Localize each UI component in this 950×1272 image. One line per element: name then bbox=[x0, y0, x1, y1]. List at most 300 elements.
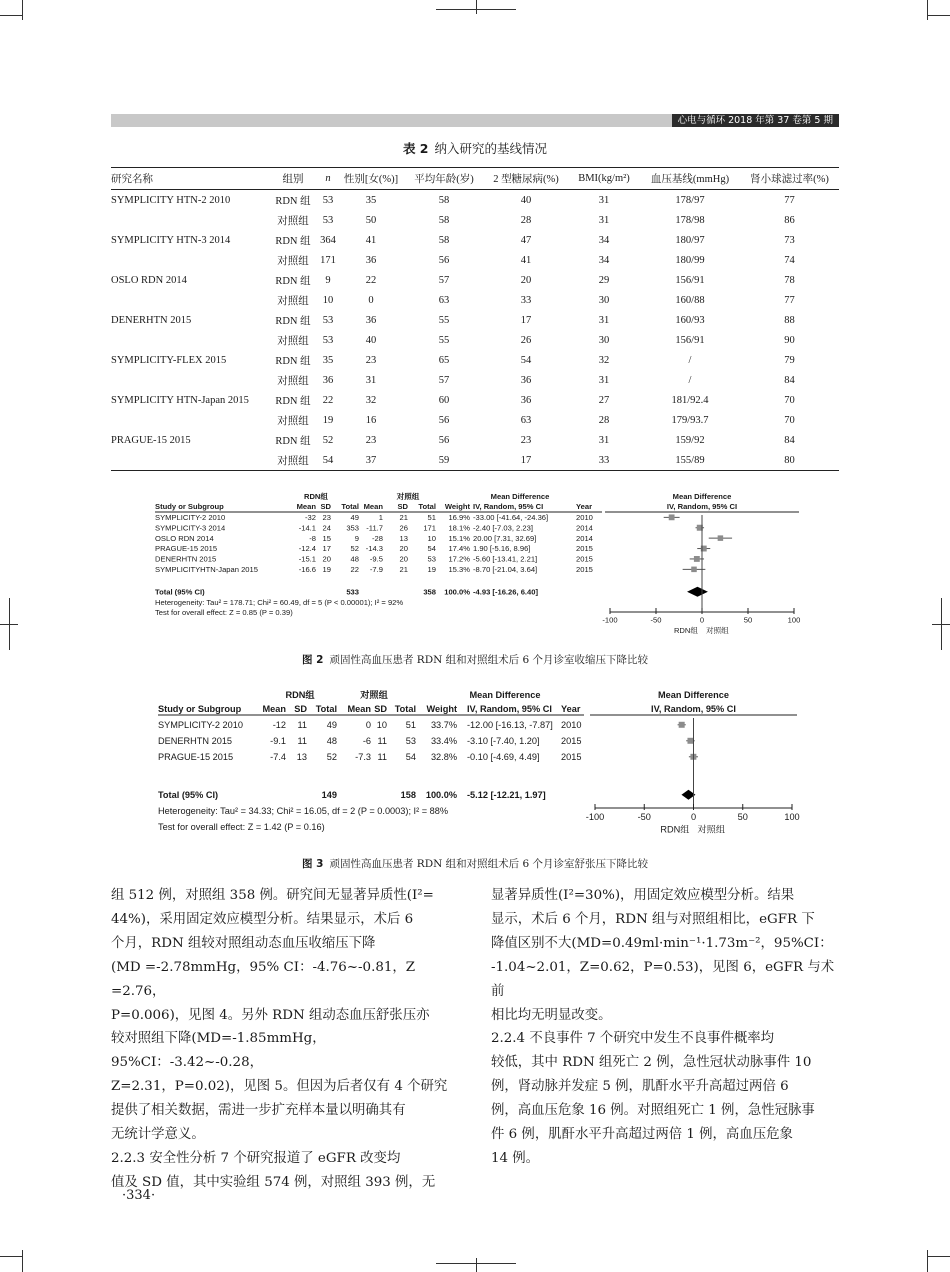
treatment-sd: 11 bbox=[297, 720, 307, 730]
control-total: 54 bbox=[405, 752, 416, 762]
control-total: 51 bbox=[427, 513, 436, 522]
table-cell bbox=[111, 250, 268, 270]
body-text-line: 无统计学意义。 bbox=[111, 1127, 205, 1143]
table-cell: RDN 组 bbox=[275, 315, 311, 327]
favours-right-label: 对照组 bbox=[706, 626, 729, 636]
heterogeneity-text: Heterogeneity: Tau² = 178.71; Chi² = 60.49, df = 5 (P < 0.00001); I² = 92% bbox=[155, 597, 404, 607]
table-column-header: BMI(kg/m²) bbox=[568, 168, 640, 190]
mean-header: Mean bbox=[347, 704, 371, 714]
control-mean: 0 bbox=[365, 720, 371, 730]
study-name: OSLO RDN 2014 bbox=[155, 533, 214, 543]
study-year: 2015 bbox=[576, 565, 593, 574]
table-cell: 58 bbox=[438, 234, 450, 246]
control-sd: 13 bbox=[399, 533, 408, 543]
crop-mark bbox=[927, 15, 950, 16]
body-text-line: 提供了相关数据，需进一步扩充样本量以明确其有 bbox=[111, 1103, 406, 1119]
treatment-total: 52 bbox=[350, 544, 359, 554]
study-weight: 32.8% bbox=[430, 752, 457, 762]
table-cell: 53 bbox=[322, 334, 334, 346]
table-row bbox=[111, 430, 839, 450]
total-treatment-n: 533 bbox=[346, 587, 359, 597]
control-total: 54 bbox=[427, 544, 436, 554]
table-row bbox=[111, 230, 839, 250]
sd-header: SD bbox=[374, 704, 387, 714]
x-axis-tick-label: -50 bbox=[637, 812, 651, 823]
table-cell: SYMPLICITY HTN-3 2014 bbox=[111, 234, 231, 246]
crop-mark bbox=[927, 1250, 928, 1272]
body-text-line: 2.2.3 安全性分析 7 个研究报道了 eGFR 改变均 bbox=[111, 1150, 401, 1166]
control-mean: -7.3 bbox=[355, 752, 371, 762]
table-cell: 63 bbox=[520, 414, 532, 426]
table-cell: 58 bbox=[438, 194, 450, 206]
treatment-sd: 15 bbox=[322, 533, 331, 543]
control-sd: 11 bbox=[377, 752, 387, 762]
table-cell: 20 bbox=[520, 274, 532, 286]
journal-issue-label: 心电与循环 2018 年第 37 卷第 5 期 bbox=[672, 114, 839, 127]
body-text-line: 件 6 例，肌酐水平升高超过两倍 1 例，高血压危象 bbox=[491, 1127, 793, 1143]
table-cell: RDN 组 bbox=[275, 355, 311, 367]
overall-effect-text: Test for overall effect: Z = 0.85 (P = 0.39) bbox=[155, 608, 293, 618]
table-cell: 65 bbox=[438, 354, 450, 366]
treatment-mean: -8 bbox=[309, 533, 316, 543]
baseline-table bbox=[111, 167, 839, 471]
control-sd: 21 bbox=[399, 565, 408, 574]
treatment-mean: -16.6 bbox=[298, 565, 316, 574]
body-text-line: (MD =-2.78mmHg，95% CI：-4.76~-0.81，Z =2.76， bbox=[111, 959, 416, 999]
x-axis-tick-label: -100 bbox=[585, 812, 605, 823]
weight-header: Weight bbox=[426, 704, 457, 714]
table-cell: OSLO RDN 2014 bbox=[111, 274, 187, 286]
table-cell: 55 bbox=[438, 334, 450, 346]
table-cell: RDN 组 bbox=[275, 435, 311, 447]
table-column-header: 性别[女(%)] bbox=[338, 168, 404, 190]
table-cell: 57 bbox=[438, 374, 450, 386]
study-ci-text: -2.40 [-7.03, 2.23] bbox=[473, 523, 533, 533]
study-weight: 16.9% bbox=[448, 513, 470, 522]
table-cell bbox=[111, 290, 268, 310]
control-mean: -14.3 bbox=[365, 544, 383, 554]
table-cell: 180/97 bbox=[675, 234, 705, 246]
table-cell: 56 bbox=[438, 414, 450, 426]
study-weight: 17.4% bbox=[448, 544, 470, 554]
sd-header: SD bbox=[320, 502, 331, 511]
table-cell: 159/92 bbox=[675, 434, 705, 446]
body-text-line: 44%)，采用固定效应模型分析。结果显示，术后 6 bbox=[111, 911, 414, 927]
study-ci-text: 1.90 [-5.16, 8.96] bbox=[473, 544, 531, 554]
table-cell: 155/89 bbox=[640, 450, 740, 471]
control-total: 19 bbox=[427, 565, 436, 574]
body-text-line: 显著异质性(I²=30%)，用固定效应模型分析。结果 bbox=[491, 888, 795, 903]
table-cell: 30 bbox=[598, 334, 610, 346]
figure-2-caption-text: 顽固性高血压患者 RDN 组和对照组术后 6 个月诊室收缩压下降比较 bbox=[329, 654, 648, 666]
control-sd: 10 bbox=[376, 720, 387, 730]
treatment-sd: 19 bbox=[322, 565, 331, 574]
treatment-total: 48 bbox=[326, 736, 337, 746]
total-header: Total bbox=[315, 704, 337, 714]
study-name: DENERHTN 2015 bbox=[158, 736, 233, 746]
table-row bbox=[111, 410, 839, 430]
crop-mark bbox=[0, 15, 22, 16]
table-cell: 156/91 bbox=[675, 334, 705, 346]
body-column-right bbox=[491, 884, 841, 1171]
table-cell: 0 bbox=[368, 294, 374, 306]
study-weight: 15.3% bbox=[448, 565, 470, 574]
table-cell: 31 bbox=[598, 434, 610, 446]
total-label: Total (95% CI) bbox=[158, 790, 219, 800]
table-cell: 178/97 bbox=[675, 194, 705, 206]
body-text-line: 相比均无明显改变。 bbox=[491, 1007, 612, 1023]
table-cell: 53 bbox=[322, 314, 334, 326]
table-column-header: 平均年龄(岁) bbox=[404, 168, 484, 190]
table-cell bbox=[111, 370, 268, 390]
total-weight: 100.0% bbox=[425, 790, 457, 800]
body-text-line: 降值区别不大(MD=0.49ml·min⁻¹·1.73m⁻²，95%CI： bbox=[491, 935, 833, 951]
table-cell: SYMPLICITY HTN-2 2010 bbox=[111, 194, 231, 206]
crop-mark bbox=[22, 0, 23, 20]
total-header: Total bbox=[341, 502, 359, 511]
table-cell: 80 bbox=[740, 450, 839, 471]
table-row bbox=[111, 390, 839, 410]
total-ci-text: -4.93 [-16.26, 6.40] bbox=[473, 587, 539, 597]
study-ci-text: 20.00 [7.31, 32.69] bbox=[473, 533, 537, 543]
table-cell: SYMPLICITY-FLEX 2015 bbox=[111, 354, 227, 366]
table-cell: 36 bbox=[322, 374, 334, 386]
mean-header: Mean bbox=[296, 502, 316, 511]
mean-header: Mean bbox=[363, 502, 383, 511]
table-cell: 36 bbox=[520, 374, 532, 386]
study-year: 2010 bbox=[576, 513, 593, 522]
table-cell: 36 bbox=[520, 394, 532, 406]
table-cell: 35 bbox=[322, 354, 334, 366]
control-mean: -28 bbox=[372, 533, 383, 543]
study-ci-text: -3.10 [-7.40, 1.20] bbox=[467, 736, 540, 746]
treatment-total: 353 bbox=[346, 523, 359, 533]
table-cell: RDN 组 bbox=[275, 235, 311, 247]
point-estimate-square bbox=[718, 535, 724, 541]
figure-2-caption bbox=[0, 652, 950, 667]
overall-effect-text: Test for overall effect: Z = 1.42 (P = 0.16) bbox=[158, 822, 325, 832]
table-cell: 156/91 bbox=[675, 274, 705, 286]
figure-3-label: 图 3 bbox=[301, 858, 324, 870]
sd-header: SD bbox=[397, 502, 408, 511]
control-mean: 1 bbox=[378, 513, 383, 522]
table-cell: 23 bbox=[365, 434, 377, 446]
table-row bbox=[111, 210, 839, 230]
table-title bbox=[0, 139, 950, 157]
total-header: Total bbox=[418, 502, 436, 511]
table-cell: 对照组 bbox=[277, 295, 309, 307]
table-cell: 160/93 bbox=[675, 314, 705, 326]
table-cell bbox=[111, 450, 268, 471]
control-total: 53 bbox=[427, 554, 436, 564]
table-cell: 10 bbox=[322, 294, 334, 306]
group-header-treatment: RDN组 bbox=[285, 690, 315, 700]
ci-header: IV, Random, 95% CI bbox=[473, 502, 544, 511]
x-axis-tick-label: 100 bbox=[787, 615, 801, 625]
study-year: 2015 bbox=[561, 736, 582, 746]
table-cell: 31 bbox=[598, 194, 610, 206]
table-row bbox=[111, 450, 839, 471]
crop-mark bbox=[476, 1258, 477, 1272]
study-year: 2015 bbox=[576, 554, 593, 564]
table-cell: 53 bbox=[322, 214, 334, 226]
total-label: Total (95% CI) bbox=[155, 587, 205, 597]
table-cell: 70 bbox=[784, 394, 795, 406]
table-cell: 50 bbox=[365, 214, 377, 226]
table-cell: 53 bbox=[322, 194, 334, 206]
study-ci-text: -0.10 [-4.69, 4.49] bbox=[467, 752, 540, 762]
treatment-total: 48 bbox=[350, 554, 359, 564]
table-cell: 77 bbox=[784, 294, 795, 306]
crop-mark bbox=[941, 598, 942, 650]
study-weight: 15.1% bbox=[448, 533, 470, 543]
table-cell: 59 bbox=[404, 450, 484, 471]
table-cell: RDN 组 bbox=[275, 395, 311, 407]
table-cell: / bbox=[688, 374, 692, 386]
figure-2-label: 图 2 bbox=[301, 654, 324, 666]
point-estimate-square bbox=[669, 514, 675, 520]
table-column-header: 肾小球滤过率(%) bbox=[740, 168, 839, 190]
table-cell: 77 bbox=[784, 194, 795, 206]
study-name: SYMPLICITY-2 2010 bbox=[158, 720, 243, 730]
study-year: 2014 bbox=[576, 533, 593, 543]
table-cell: 180/99 bbox=[675, 254, 705, 266]
control-mean: -11.7 bbox=[366, 523, 383, 533]
study-name: SYMPLICITYHTN-Japan 2015 bbox=[155, 565, 258, 574]
table-cell: 84 bbox=[784, 434, 795, 446]
table-cell: 60 bbox=[438, 394, 450, 406]
group-header-control: 对照组 bbox=[396, 492, 420, 501]
study-name: PRAGUE-15 2015 bbox=[158, 752, 234, 762]
table-cell: 9 bbox=[325, 274, 331, 286]
table-cell: 78 bbox=[784, 274, 795, 286]
body-text-line: 组 512 例，对照组 358 例。研究间无显著异质性(I²= bbox=[111, 888, 434, 903]
sd-header: SD bbox=[294, 704, 307, 714]
table-cell: 16 bbox=[365, 414, 377, 426]
total-control-n: 158 bbox=[400, 790, 416, 800]
body-column-left bbox=[111, 884, 463, 1195]
x-axis-tick-label: 0 bbox=[690, 812, 697, 823]
study-ci-text: -5.60 [-13.41, 2.21] bbox=[473, 554, 538, 564]
table-cell: / bbox=[688, 354, 692, 366]
table-cell: 86 bbox=[784, 214, 795, 226]
weight-header: Weight bbox=[444, 502, 470, 511]
table-cell: 28 bbox=[598, 414, 610, 426]
study-name: SYMPLICITY-2 2010 bbox=[155, 513, 226, 522]
control-mean: -9.5 bbox=[369, 554, 383, 564]
treatment-sd: 20 bbox=[322, 554, 331, 564]
treatment-mean: -7.4 bbox=[270, 752, 286, 762]
total-ci-text: -5.12 [-12.21, 1.97] bbox=[467, 790, 546, 800]
table-cell: 178/98 bbox=[675, 214, 705, 226]
x-axis-tick-label: -100 bbox=[602, 615, 618, 625]
table-row bbox=[111, 370, 839, 390]
treatment-mean: -14.1 bbox=[298, 523, 316, 533]
table-cell: 181/92.4 bbox=[671, 394, 709, 406]
pooled-estimate-diamond bbox=[687, 587, 708, 597]
table-cell: 22 bbox=[365, 274, 377, 286]
control-mean: -7.9 bbox=[369, 565, 383, 574]
table-cell: 对照组 bbox=[268, 450, 318, 471]
treatment-mean: -12 bbox=[272, 720, 286, 730]
table-cell: 79 bbox=[784, 354, 795, 366]
table-cell: 41 bbox=[520, 254, 532, 266]
body-text-line: -1.04~2.01，Z=0.62，P=0.53)，见图 6，eGFR 与术前 bbox=[491, 959, 835, 999]
control-sd: 20 bbox=[399, 554, 408, 564]
study-weight: 18.1% bbox=[448, 523, 470, 533]
table-cell: 31 bbox=[598, 214, 610, 226]
table-row bbox=[111, 290, 839, 310]
table-cell: RDN 组 bbox=[275, 275, 311, 287]
treatment-total: 49 bbox=[350, 513, 359, 522]
table-cell: 31 bbox=[598, 374, 610, 386]
table-cell: 23 bbox=[365, 354, 377, 366]
table-cell: 179/93.7 bbox=[671, 414, 709, 426]
crop-mark bbox=[927, 1256, 950, 1257]
treatment-mean: -9.1 bbox=[270, 736, 286, 746]
body-text-line: 14 例。 bbox=[491, 1150, 540, 1166]
study-name: SYMPLICITY-3 2014 bbox=[155, 523, 226, 533]
table-cell: PRAGUE-15 2015 bbox=[111, 434, 191, 446]
crop-mark bbox=[9, 598, 10, 650]
body-text-line: 值及 SD 值，其中实验组 574 例，对照组 393 例，无 bbox=[111, 1174, 436, 1190]
study-year: 2015 bbox=[576, 544, 593, 554]
treatment-mean: -12.4 bbox=[298, 544, 316, 554]
table-cell: 56 bbox=[438, 434, 450, 446]
table-column-header: 研究名称 bbox=[111, 168, 268, 190]
group-header-control: 对照组 bbox=[360, 690, 388, 700]
table-cell: 26 bbox=[520, 334, 532, 346]
table-cell: 90 bbox=[784, 334, 795, 346]
total-control-n: 358 bbox=[423, 587, 436, 597]
treatment-sd: 11 bbox=[297, 736, 307, 746]
table-cell: 40 bbox=[365, 334, 377, 346]
study-year: 2014 bbox=[576, 523, 593, 533]
body-text-line: Z=2.31，P=0.02)，见图 5。但因为后者仅有 4 个研究 bbox=[111, 1079, 448, 1095]
forest-plot-diastolic bbox=[152, 684, 812, 844]
table-cell: 57 bbox=[438, 274, 450, 286]
table-cell: RDN 组 bbox=[275, 195, 311, 207]
treatment-total: 49 bbox=[326, 720, 337, 730]
body-text-line: 个月，RDN 组较对照组动态血压收缩压下降 bbox=[111, 935, 376, 951]
study-weight: 33.7% bbox=[430, 720, 457, 730]
table-cell bbox=[111, 330, 268, 350]
group-header-treatment: RDN组 bbox=[303, 492, 329, 501]
body-text-line: 例，肾动脉并发症 5 例，肌酐水平升高超过两倍 6 bbox=[491, 1079, 789, 1095]
table-cell: 35 bbox=[365, 194, 377, 206]
plot-effect-header: Mean Difference bbox=[658, 690, 729, 700]
table-cell bbox=[111, 410, 268, 430]
study-weight: 33.4% bbox=[430, 736, 457, 746]
table-cell: 84 bbox=[784, 374, 795, 386]
table-cell: 对照组 bbox=[277, 335, 309, 347]
table-cell: 19 bbox=[322, 414, 334, 426]
x-axis-tick-label: 50 bbox=[737, 812, 748, 823]
study-year: 2010 bbox=[561, 720, 582, 730]
table-column-header: 血压基线(mmHg) bbox=[640, 168, 740, 190]
treatment-sd: 13 bbox=[296, 752, 307, 762]
table-cell: 63 bbox=[438, 294, 450, 306]
table-cell: 364 bbox=[320, 234, 336, 246]
table-cell: DENERHTN 2015 bbox=[111, 314, 192, 326]
table-cell: 70 bbox=[784, 414, 795, 426]
study-ci-text: -8.70 [-21.04, 3.64] bbox=[473, 565, 538, 574]
forest-plot-systolic bbox=[150, 488, 810, 640]
table-row bbox=[111, 350, 839, 370]
favours-left-label: RDN组 bbox=[660, 824, 690, 835]
table-label: 表 2 bbox=[402, 141, 429, 156]
table-cell: 对照组 bbox=[277, 415, 309, 427]
control-total: 51 bbox=[405, 720, 416, 730]
study-name: PRAGUE-15 2015 bbox=[155, 544, 218, 554]
table-cell: 33 bbox=[520, 294, 532, 306]
x-axis-tick-label: 0 bbox=[699, 615, 705, 625]
crop-mark bbox=[22, 1250, 23, 1272]
body-text-line: P=0.006)，见图 4。另外 RDN 组动态血压舒张压亦 bbox=[111, 1007, 430, 1023]
page-number: ·334· bbox=[122, 1188, 156, 1203]
effect-header: Mean Difference bbox=[490, 492, 550, 501]
running-header-bar bbox=[111, 114, 839, 127]
year-header: Year bbox=[576, 502, 593, 511]
x-axis-tick-label: -50 bbox=[650, 615, 662, 625]
study-ci-text: -33.00 [-41.64, -24.36] bbox=[473, 513, 549, 522]
table-cell: 88 bbox=[784, 314, 795, 326]
study-header: Study or Subgroup bbox=[158, 704, 242, 714]
treatment-mean: -32 bbox=[305, 513, 316, 522]
table-cell: SYMPLICITY HTN-Japan 2015 bbox=[111, 394, 249, 406]
plot-ci-header: IV, Random, 95% CI bbox=[666, 502, 738, 511]
table-row bbox=[111, 270, 839, 290]
table-cell: 22 bbox=[322, 394, 334, 406]
control-sd: 20 bbox=[399, 544, 408, 554]
treatment-sd: 23 bbox=[322, 513, 331, 522]
table-cell: 36 bbox=[365, 254, 377, 266]
table-cell: 171 bbox=[320, 254, 336, 266]
table-cell: 对照组 bbox=[277, 375, 309, 387]
table-cell: 52 bbox=[322, 434, 334, 446]
control-sd: 11 bbox=[377, 736, 387, 746]
table-cell: 40 bbox=[520, 194, 532, 206]
favours-left-label: RDN组 bbox=[673, 626, 698, 636]
total-weight: 100.0% bbox=[444, 587, 470, 597]
table-row bbox=[111, 190, 839, 211]
table-cell: 23 bbox=[520, 434, 532, 446]
study-ci-text: -12.00 [-16.13, -7.87] bbox=[467, 720, 553, 730]
table-cell: 对照组 bbox=[277, 215, 309, 227]
total-treatment-n: 149 bbox=[321, 790, 337, 800]
heterogeneity-text: Heterogeneity: Tau² = 34.33; Chi² = 16.05, df = 2 (P = 0.0003); I² = 88% bbox=[158, 806, 449, 816]
table-cell: 55 bbox=[438, 314, 450, 326]
table-cell: 74 bbox=[784, 254, 795, 266]
treatment-sd: 24 bbox=[322, 523, 331, 533]
x-axis-tick-label: 100 bbox=[784, 812, 800, 823]
body-text-line: 较低，其中 RDN 组死亡 2 例，急性冠状动脉事件 10 bbox=[491, 1055, 812, 1071]
table-row bbox=[111, 310, 839, 330]
table-cell: 17 bbox=[484, 450, 568, 471]
table-cell: 30 bbox=[598, 294, 610, 306]
point-estimate-square bbox=[694, 556, 700, 562]
table-cell: 58 bbox=[438, 214, 450, 226]
control-sd: 21 bbox=[399, 513, 408, 522]
table-cell: 54 bbox=[318, 450, 338, 471]
table-cell: 160/88 bbox=[675, 294, 705, 306]
control-total: 171 bbox=[423, 523, 436, 533]
body-text-line: 2.2.4 不良事件 7 个研究中发生不良事件概率均 bbox=[491, 1031, 774, 1047]
treatment-sd: 17 bbox=[322, 544, 331, 554]
x-axis-tick-label: 50 bbox=[743, 615, 753, 625]
table-cell: 28 bbox=[520, 214, 532, 226]
table-column-header: 组别 bbox=[268, 168, 318, 190]
